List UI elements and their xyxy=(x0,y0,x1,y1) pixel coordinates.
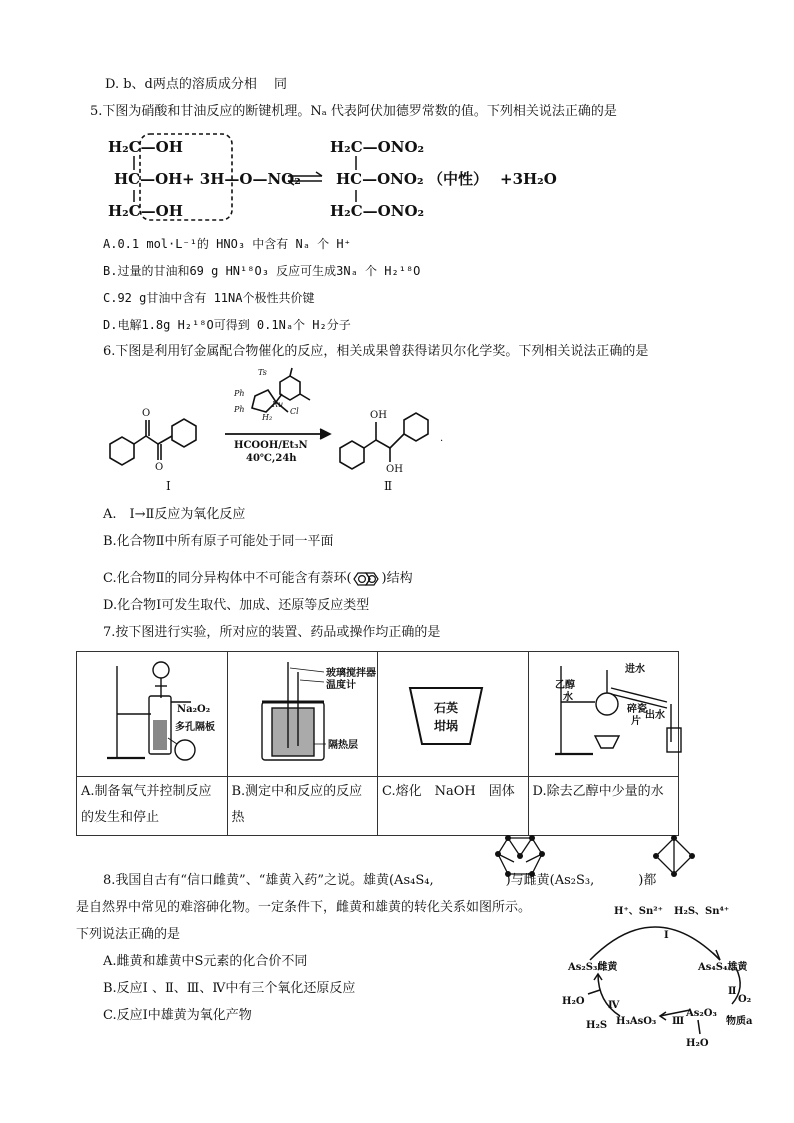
water-outlet-label: 出水 xyxy=(644,710,665,721)
diol-ring-left xyxy=(340,441,364,469)
distillation-apparatus xyxy=(555,658,685,768)
q8-conversion-cycle xyxy=(560,898,770,1058)
water-inlet-label: 进水 xyxy=(624,664,645,675)
cycle-reaction-4: Ⅳ xyxy=(608,1000,620,1011)
cat-ru-label: Ru xyxy=(272,400,284,409)
q5-product-row2: HC—ONO₂ xyxy=(336,170,424,188)
svg-text:O: O xyxy=(155,462,164,473)
cat-cl-label: Cl xyxy=(290,407,299,416)
cycle-orpiment: As₂S₃雌黄 xyxy=(568,962,618,973)
cycle-top-left: H⁺、Sn²⁺ xyxy=(614,906,663,917)
q6-option-c-post: )结构 xyxy=(381,571,413,586)
q7-stem: 7.按下图进行实验，所对应的装置、药品或操作均正确的是 xyxy=(103,625,441,640)
q6-option-b: B.化合物Ⅱ中所有原子可能处于同一平面 xyxy=(103,534,334,549)
q7-fig-a-cell xyxy=(77,652,228,777)
cat-ph-label-2: Ph xyxy=(234,405,245,414)
cycle-h2o-bottom: H₂O xyxy=(686,1038,709,1049)
q8-stem-part-a: 8.我国自古有“信口雌黄”、“雄黄入药”之说。雄黄(As₄S₄, xyxy=(103,873,434,888)
q5-option-c: C.92 g甘油中含有 11NA个极性共价键 xyxy=(103,291,315,305)
q5-option-d: D.电解1.8g H₂¹⁸O可得到 0.1Nₐ个 H₂分子 xyxy=(103,318,351,332)
q7-fig-b-cell xyxy=(227,652,378,777)
q5-option-a: A.0.1 mol·L⁻¹的 HNO₃ 中含有 Nₐ 个 H⁺ xyxy=(103,237,351,251)
q7-caption-c: C.熔化 NaOH 固体 xyxy=(378,777,529,836)
q5-stem: 5.下图为硝酸和甘油反应的断键机理。Nₐ 代表阿伏加德罗常数的值。下列相关说法正确的是 xyxy=(90,104,617,119)
q8-stem-line3: 下列说法正确的是 xyxy=(76,927,181,942)
cycle-h2s: H₂S xyxy=(586,1020,608,1031)
cycle-reaction-1: Ⅰ xyxy=(664,930,669,941)
glass-stirrer-label: 玻璃搅拌器 xyxy=(325,668,376,679)
thermometer-label: 温度计 xyxy=(325,680,356,691)
q5-glycerol-row2: HC—OH xyxy=(114,170,183,188)
benzil-ring-left xyxy=(110,437,134,465)
cycle-o2: O₂ xyxy=(738,994,752,1005)
cycle-reaction-2: Ⅱ xyxy=(728,986,737,997)
crucible-label-1: 石英 xyxy=(433,701,459,715)
q7-options-table xyxy=(76,651,679,836)
q6-stem: 6.下图是利用钌金属配合物催化的反应，相关成果曾获得诺贝尔化学奖。下列相关说法正确的是 xyxy=(103,344,649,359)
diol-ring-right xyxy=(404,413,428,441)
q5-product-row1: H₂C—ONO₂ xyxy=(330,138,425,156)
cat-ph-label-1: Ph xyxy=(234,389,245,398)
q7-fig-c-cell xyxy=(378,652,529,777)
q6-option-c-pre: C.化合物Ⅱ的同分异构体中不可能含有萘环( xyxy=(103,571,352,586)
cycle-substance-a: 物质a xyxy=(726,1016,753,1027)
cat-ts-label: Ts xyxy=(258,368,267,377)
q8-option-a: A.雌黄和雄黄中S元素的化合价不同 xyxy=(103,954,308,969)
q7-fig-d-cell xyxy=(528,652,679,777)
q6-oh-top: OH xyxy=(370,410,387,421)
q5-reaction-diagram xyxy=(100,132,560,224)
q5-option-b: B.过量的甘油和69 g HN¹⁸O₃ 反应可生成3Nₐ 个 H₂¹⁸O xyxy=(103,264,421,278)
q6-oh-bottom: OH xyxy=(386,464,403,475)
svg-text:O: O xyxy=(142,408,151,419)
water-label: 水 xyxy=(562,692,573,703)
q8-stem-part-c: )都 xyxy=(638,873,657,888)
q6-label-compound-2: Ⅱ xyxy=(384,479,393,493)
q5-neutral-label: （中性） xyxy=(428,170,489,188)
q5-glycerol-row1: H₂C—OH xyxy=(108,138,183,156)
cycle-top-right: H₂S、Sn⁴⁺ xyxy=(674,906,730,917)
boiling-chips-label-2: 片 xyxy=(630,716,641,727)
calorimeter-apparatus xyxy=(258,658,378,768)
q7-caption-b: B.测定中和反应的反应热 xyxy=(227,777,378,836)
na2o2-label: Na₂O₂ xyxy=(177,704,211,715)
q5-reagent: + 3H—O—NO₂ xyxy=(182,170,301,188)
svg-text:·: · xyxy=(440,436,444,447)
q7-caption-d: D.除去乙醇中少量的水 xyxy=(528,777,679,836)
boiling-chips-label-1: 碎瓷 xyxy=(626,704,647,715)
cycle-h2o-left: H₂O xyxy=(562,996,585,1007)
q6-reaction-scheme xyxy=(100,366,460,494)
q8-stem-line1 xyxy=(103,872,656,890)
q8-stem-part-b: )与雌黄(As₂S₃, xyxy=(505,873,595,888)
q7-caption-a: A.制备氧气并控制反应的发生和停止 xyxy=(77,777,228,836)
orpiment-structure-icon xyxy=(652,836,696,878)
q6-label-compound-1: I xyxy=(166,479,171,493)
q4-option-d: D. b、d两点的溶质成分相 同 xyxy=(105,77,288,92)
insulation-label: 隔热层 xyxy=(327,740,358,751)
benzil-ring-right xyxy=(172,419,196,447)
q5-water: +3H₂O xyxy=(500,170,557,188)
quartz-crucible-icon xyxy=(406,684,486,754)
cycle-reaction-3: Ⅲ xyxy=(672,1016,685,1027)
cycle-realgar: As₄S₄雄黄 xyxy=(698,962,748,973)
q8-stem-line2: 是自然界中常见的难溶砷化物。一定条件下，雌黄和雄黄的转化关系如图所示。 xyxy=(76,900,532,915)
q8-option-b: B.反应Ⅰ 、Ⅱ、Ⅲ、Ⅳ中有三个氧化还原反应 xyxy=(103,981,356,996)
cycle-as2o3: As₂O₃ xyxy=(686,1008,717,1019)
q6-option-a: A. Ⅰ→Ⅱ反应为氧化反应 xyxy=(103,507,246,522)
q8-option-c: C.反应Ⅰ中雄黄为氧化产物 xyxy=(103,1008,252,1023)
ethanol-label: 乙醇 xyxy=(554,680,575,691)
q6-option-c xyxy=(103,570,413,588)
q5-glycerol-row3: H₂C—OH xyxy=(108,202,183,220)
q6-option-d: D.化合物Ⅰ可发生取代、加成、还原等反应类型 xyxy=(103,598,370,613)
q6-conditions-2: 40℃,24h xyxy=(246,453,297,464)
oxygen-generator-apparatus xyxy=(105,658,215,768)
cat-h-label: H₂ xyxy=(262,413,273,422)
naphthalene-icon xyxy=(352,571,382,587)
q5-product-row3: H₂C—ONO₂ xyxy=(330,202,425,220)
porous-plate-label: 多孔隔板 xyxy=(175,722,215,733)
crucible-label-2: 坩埚 xyxy=(433,719,459,733)
cycle-h3aso3: H₃AsO₃ xyxy=(616,1016,657,1027)
q6-conditions-1: HCOOH/Et₃N xyxy=(234,440,308,451)
